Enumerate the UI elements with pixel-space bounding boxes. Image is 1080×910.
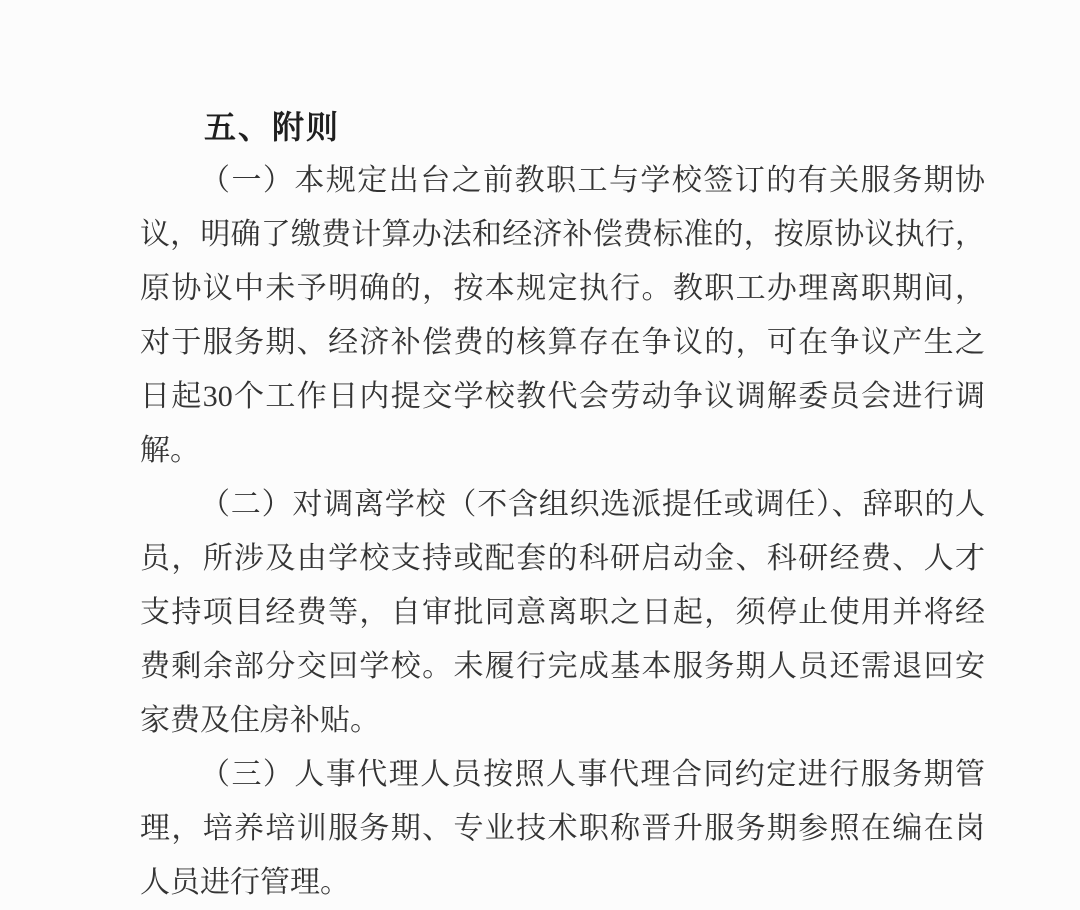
paragraph-line: （一）本规定出台之前教职工与学校签订的有关服务期协: [200, 164, 985, 197]
paragraph: [140, 478, 985, 748]
paragraph-line: 支持项目经费等，自审批同意离职之日起，须停止使用并将经: [140, 596, 985, 629]
document-content: [140, 100, 985, 910]
paragraph-line: 解。: [140, 434, 200, 467]
paragraph-line: 员，所涉及由学校支持或配套的科研启动金、科研经费、人才: [140, 542, 985, 575]
paragraph-line: 对于服务期、经济补偿费的核算存在争议的，可在争议产生之: [140, 326, 985, 359]
paragraph-line: 理，培养培训服务期、专业技术职称晋升服务期参照在编在岗: [140, 812, 985, 845]
paragraph-line: 家费及住房补贴。: [140, 704, 380, 737]
paragraph: [140, 748, 985, 910]
paragraph: [140, 154, 985, 478]
paragraph-line: （三）人事代理人员按照人事代理合同约定进行服务期管: [200, 758, 985, 791]
paragraph-line: 议，明确了缴费计算办法和经济补偿费标准的，按原协议执行，: [140, 218, 985, 251]
paragraph-line: 日起30个工作日内提交学校教代会劳动争议调解委员会进行调: [140, 380, 985, 413]
paragraph-line: 费剩余部分交回学校。未履行完成基本服务期人员还需退回安: [140, 650, 985, 683]
paragraph-line: 原协议中未予明确的，按本规定执行。教职工办理离职期间，: [140, 272, 985, 305]
paragraph-line: （二）对调离学校（不含组织选派提任或调任）、辞职的人: [200, 488, 985, 521]
paragraph-line: 人员进行管理。: [140, 866, 350, 899]
document-body: [140, 154, 985, 910]
section-title: 五、附则: [204, 109, 341, 145]
